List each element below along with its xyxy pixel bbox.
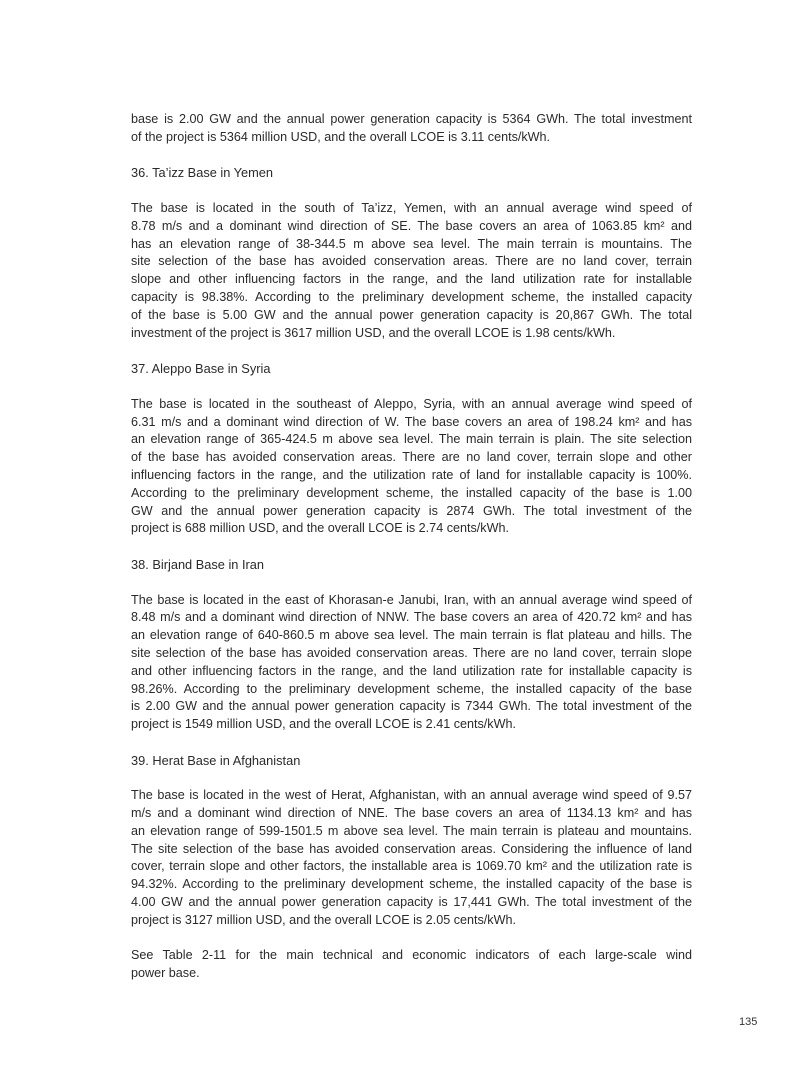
- text-line: and other influencing factors in the range, and the land utilization rate for installable capacity is: [131, 663, 692, 678]
- section-heading: [131, 360, 692, 378]
- text-line: project is 688 million USD, and the overall LCOE is 2.74 cents/kWh.: [131, 521, 509, 536]
- text-line: 39. Herat Base in Afghanistan: [131, 752, 301, 768]
- text-line: The base is located in the west of Herat, Afghanistan, with an annual average wind speed of 9.57: [131, 788, 692, 803]
- text-line: 6.31 m/s and a dominant wind direction of W. The base covers an area of 198.24 km² and has: [131, 414, 692, 429]
- section-heading: [131, 752, 692, 770]
- text-line: slope and other influencing factors in the range, and the land utilization rate for installable: [131, 272, 692, 287]
- paragraph: [131, 947, 692, 983]
- text-line: 38. Birjand Base in Iran: [131, 556, 265, 572]
- document-body: [131, 111, 692, 983]
- section-heading: [131, 556, 692, 574]
- text-line: an elevation range of 640-860.5 m above sea level. The main terrain is flat plateau and hills. The: [131, 628, 692, 643]
- text-line: project is 3127 million USD, and the overall LCOE is 2.05 cents/kWh.: [131, 912, 516, 927]
- text-line: is 2.00 GW and the annual power generation capacity is 7344 GWh. The total investment of the: [131, 699, 692, 714]
- section-heading: [131, 164, 692, 182]
- text-line: 94.32%. According to the preliminary development scheme, the installed capacity of the base is: [131, 877, 692, 892]
- text-line: site selection of the base has avoided conservation areas. There are no land cover, terrain: [131, 254, 692, 269]
- text-line: of the base is 5.00 GW and the annual power generation capacity is 20,867 GWh. The total: [131, 307, 692, 322]
- text-line: The site selection of the base has avoided conservation areas. Considering the influence of land: [131, 841, 692, 856]
- text-line: an elevation range of 599-1501.5 m above sea level. The main terrain is plateau and mountains.: [131, 823, 692, 838]
- paragraph: [131, 592, 692, 734]
- text-line: has an elevation range of 38-344.5 m above sea level. The main terrain is mountains. The: [131, 236, 692, 251]
- paragraph: [131, 396, 692, 538]
- page-number: 135: [739, 1016, 758, 1028]
- text-line: cover, terrain slope and other factors, the installable area is 1069.70 km² and the utilization rate is: [131, 859, 692, 874]
- text-line: an elevation range of 365-424.5 m above sea level. The main terrain is plain. The site selection: [131, 432, 692, 447]
- text-line: 36. Ta’izz Base in Yemen: [131, 165, 274, 181]
- text-line: The base is located in the southeast of Aleppo, Syria, with an annual average wind speed of: [131, 396, 692, 411]
- text-line: 98.26%. According to the preliminary development scheme, the installed capacity of the base: [131, 681, 692, 696]
- text-line: power base.: [131, 966, 200, 981]
- text-line: 4.00 GW and the annual power generation capacity is 17,441 GWh. The total investment of the: [131, 895, 692, 910]
- paragraph: [131, 200, 692, 342]
- text-line: 8.78 m/s and a dominant wind direction of SE. The base covers an area of 1063.85 km² and: [131, 218, 692, 233]
- text-line: of the base has avoided conservation areas. There are no land cover, terrain slope and other: [131, 450, 692, 465]
- text-line: project is 1549 million USD, and the overall LCOE is 2.41 cents/kWh.: [131, 717, 516, 732]
- text-line: See Table 2-11 for the main technical and economic indicators of each large-scale wind: [131, 948, 692, 963]
- text-line: GW and the annual power generation capacity is 2874 GWh. The total investment of the: [131, 503, 692, 518]
- paragraph: [131, 787, 692, 929]
- paragraph: [131, 111, 692, 147]
- text-line: site selection of the base has avoided conservation areas. There are no land cover, terrain slope: [131, 645, 692, 660]
- text-line: influencing factors in the range, and the utilization rate of land for installable capacity is 100%.: [131, 467, 692, 482]
- text-line: 37. Aleppo Base in Syria: [131, 361, 271, 377]
- text-line: of the project is 5364 million USD, and the overall LCOE is 3.11 cents/kWh.: [131, 129, 551, 144]
- text-line: 8.48 m/s and a dominant wind direction of NNW. The base covers an area of 420.72 km² and has: [131, 610, 692, 625]
- text-line: The base is located in the south of Ta’izz, Yemen, with an annual average wind speed of: [131, 200, 692, 215]
- text-line: capacity is 98.38%. According to the preliminary development scheme, the installed capacity: [131, 289, 692, 304]
- text-line: base is 2.00 GW and the annual power generation capacity is 5364 GWh. The total investment: [131, 112, 692, 126]
- text-line: According to the preliminary development scheme, the installed capacity of the base is 1.00: [131, 485, 692, 500]
- text-line: m/s and a dominant wind direction of NNE. The base covers an area of 1134.13 km² and has: [131, 806, 692, 821]
- text-line: The base is located in the east of Khorasan-e Janubi, Iran, with an annual average wind speed of: [131, 592, 692, 607]
- text-line: investment of the project is 3617 million USD, and the overall LCOE is 1.98 cents/kWh.: [131, 325, 616, 340]
